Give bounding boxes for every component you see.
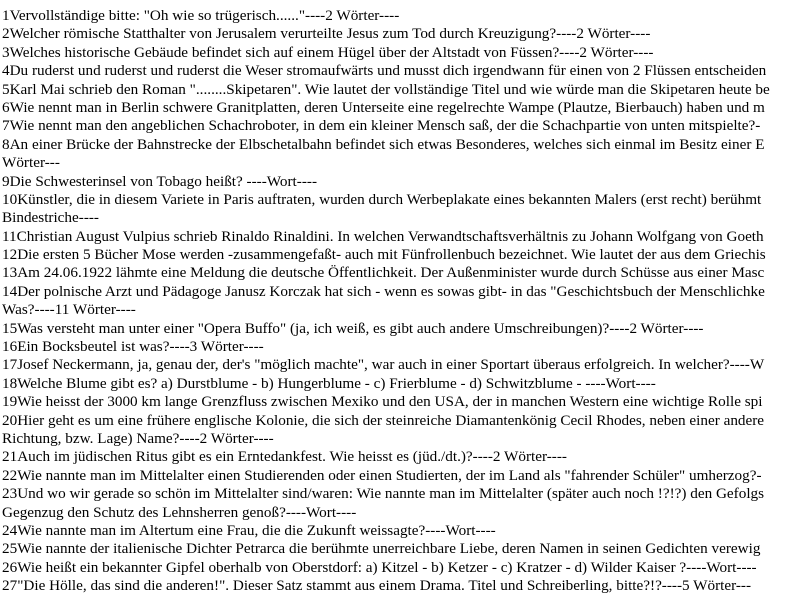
quiz-line-16: 16Ein Bocksbeutel ist was?----3 Wörter---- [2, 338, 264, 356]
quiz-line-14-continuation: Was?----11 Wörter---- [2, 301, 136, 319]
quiz-line-4: 4Du ruderst und ruderst und ruderst die Weser stromaufwärts und musst dich irgendwann für einen von 2 Flüssen entscheiden [2, 62, 767, 80]
quiz-line-2: 2Welcher römische Statthalter von Jerusalem verurteilte Jesus zum Tod durch Kreuzigung?----2 Wörter---- [2, 25, 651, 43]
quiz-line-11: 11Christian August Vulpius schrieb Rinaldo Rinaldini. In welchen Verwandtschaftsverhältnis zu Johann Wolfgang von Goeth [2, 227, 764, 245]
quiz-line-7: 7Wie nennt man den angeblichen Schachroboter, in dem ein kleiner Mensch saß, der die Schachpartie von unten mitspielte?- [2, 117, 761, 135]
quiz-line-23: 23Und wo wir gerade so schön im Mittelalter sind/waren: Wie nannte man im Mittelalter (später auch noch !?!?) den Gefolgs [2, 485, 765, 503]
quiz-line-26: 26Wie heißt ein bekannter Gipfel oberhalb von Oberstdorf: a) Kitzel - b) Ketzer - c) Kratzer - d) Wilder Kaiser ?----Wort---- [2, 558, 757, 576]
quiz-line-10: 10Künstler, die in diesem Variete in Paris auftraten, wurden durch Werbeplakate eines bekannten Malers (erst recht) berühmt [2, 190, 762, 208]
quiz-line-18: 18Welche Blume gibt es? a) Durstblume - b) Hungerblume - c) Frierblume - d) Schwitzblume - ----Wort---- [2, 374, 656, 392]
quiz-question-list [2, 7, 801, 596]
quiz-line-9: 9Die Schwesterinsel von Tobago heißt? ----Wort---- [2, 172, 318, 190]
quiz-line-1: 1Vervollständige bitte: "Oh wie so trügerisch......"----2 Wörter---- [2, 7, 400, 24]
quiz-line-25: 25Wie nannte der italienische Dichter Petrarca die berühmte unerreichbare Liebe, deren Namen in seinen Gedichten verewig [2, 540, 761, 558]
quiz-line-8-continuation: Wörter--- [2, 154, 60, 172]
quiz-line-20: 20Hier geht es um eine frühere englische Kolonie, die sich der steinreiche Diamantenkönig Cecil Rhodes, neben einer andere [2, 411, 765, 429]
quiz-line-5: 5Karl Mai schrieb den Roman "........Skipetaren". Wie lautet der vollständige Titel und wie würde man die Skipetaren heute be [2, 80, 770, 98]
quiz-line-20-continuation: Richtung, bzw. Lage) Name?----2 Wörter---- [2, 429, 274, 447]
quiz-line-12: 12Die ersten 5 Bücher Mose werden -zusammengefaßt- auch mit Fünfrollenbuch bezeichnet. Wie lautet der aus dem Griechis [2, 246, 766, 264]
quiz-line-15: 15Was versteht man unter einer "Opera Buffo" (ja, ich weiß, es gibt auch andere Umschreibungen)?----2 Wörter---- [2, 319, 704, 337]
quiz-line-19: 19Wie heisst der 3000 km lange Grenzfluss zwischen Mexiko und den USA, der in manchen Western eine wichtige Rolle spi [2, 393, 763, 411]
quiz-line-13: 13Am 24.06.1922 lähmte eine Meldung die deutsche Öffentlichkeit. Der Außenminister wurde durch Schüsse aus einer Masc [2, 264, 765, 282]
quiz-line-14: 14Der polnische Arzt und Pädagoge Janusz Korczak hat sich - wenn es sowas gibt- in das "Geschichtsbuch der Menschlichke [2, 282, 765, 300]
quiz-line-27: 27"Die Hölle, das sind die anderen!". Dieser Satz stammt aus einem Drama. Titel und Schreiberling, bitte?!?----5 Wörter--- [2, 577, 752, 595]
quiz-line-3: 3Welches historische Gebäude befindet sich auf einem Hügel über der Altstadt von Füssen?----2 Wörter---- [2, 43, 654, 61]
quiz-line-8: 8An einer Brücke der Bahnstrecke der Elbschetalbahn befindet sich etwas Besonderes, welches sich einmal im Besitz einer E [2, 135, 765, 153]
quiz-line-23-continuation: Gegenzug den Schutz des Lehnsherren genoß?----Wort---- [2, 503, 357, 521]
quiz-line-22: 22Wie nannte man im Mittelalter einen Studierenden oder einen Studierten, der im Land als "fahrender Schüler" umherzog?- [2, 466, 762, 484]
quiz-line-10-continuation: Bindestriche---- [2, 209, 99, 227]
quiz-line-24: 24Wie nannte man im Altertum eine Frau, die die Zukunft weissagte?----Wort---- [2, 521, 496, 539]
quiz-line-6: 6Wie nennt man in Berlin schwere Granitplatten, deren Unterseite eine regelrechte Wampe (Plautze, Bierbauch) haben und m [2, 98, 765, 116]
quiz-line-17: 17Josef Neckermann, ja, genau der, der's "möglich machte", war auch in einer Sportart überaus erfolgreich. In welcher?----W [2, 356, 765, 374]
quiz-line-21: 21Auch im jüdischen Ritus gibt es ein Erntedankfest. Wie heisst es (jüd./dt.)?----2 Wörter---- [2, 448, 567, 466]
